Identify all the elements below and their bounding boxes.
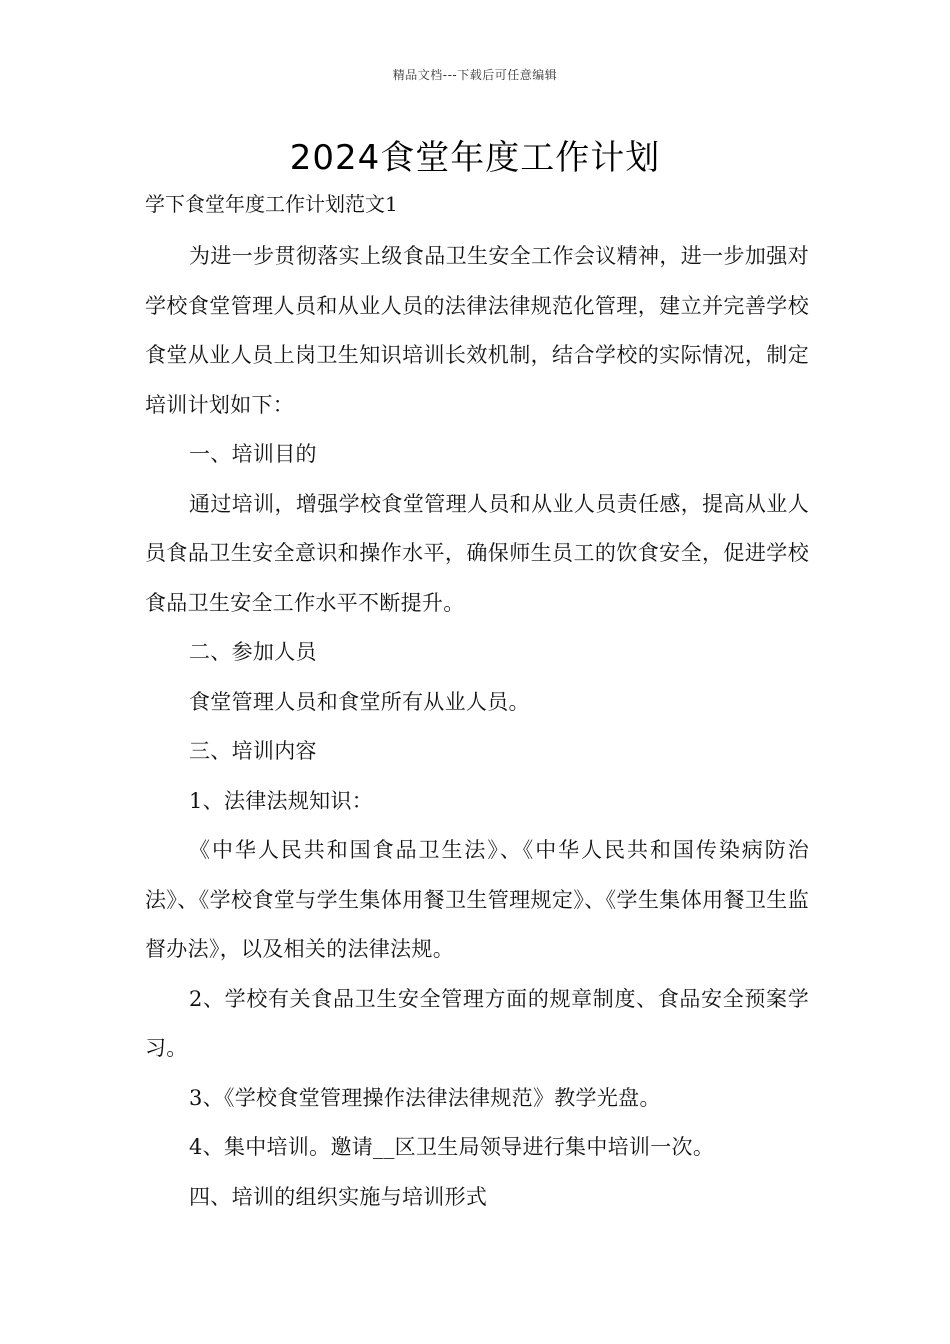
section-heading-participants: 二、参加人员 — [189, 640, 317, 664]
section-heading-content: 三、培训内容 — [189, 739, 317, 763]
list-item-training: 4、集中培训。邀请__区卫生局领导进行集中培训一次。 — [189, 1135, 715, 1159]
section-heading-organization: 四、培训的组织实施与培训形式 — [189, 1184, 488, 1209]
subtitle: 学下食堂年度工作计划范文1 — [145, 192, 398, 216]
paragraph-participants: 食堂管理人员和食堂所有从业人员。 — [189, 689, 530, 714]
document-body — [145, 232, 809, 1222]
paragraph-law-list: 《中华人民共和国食品卫生法》、《中华人民共和国传染病防治法》、《学校食堂与学生集体用餐卫生管理规定》、《学生集体用餐卫生监督办法》，以及相关的法律法规。 — [145, 838, 809, 961]
page-title: 2024食堂年度工作计划 — [289, 138, 661, 178]
list-item-rules: 2、学校有关食品卫生安全管理方面的规章制度、食品安全预案学习。 — [145, 986, 809, 1060]
section-heading-goal: 一、培训目的 — [189, 442, 317, 466]
paragraph-goal: 通过培训，增强学校食堂管理人员和从业人员责任感，提高从业人员食品卫生安全意识和操作水平，确保师生员工的饮食安全，促进学校食品卫生安全工作水平不断提升。 — [145, 491, 809, 615]
header-note: 精品文档---下载后可任意编辑 — [392, 68, 558, 82]
list-item-law: 1、法律法规知识： — [189, 788, 374, 813]
list-item-disc: 3、《学校食堂管理操作法律法律规范》教学光盘。 — [189, 1085, 661, 1110]
paragraph-intro: 为进一步贯彻落实上级食品卫生安全工作会议精神，进一步加强对学校食堂管理人员和从业人员的法律法律规范化管理，建立并完善学校食堂从业人员上岗卫生知识培训长效机制，结合学校的实际情况，制定培训计划如下： — [145, 244, 809, 417]
